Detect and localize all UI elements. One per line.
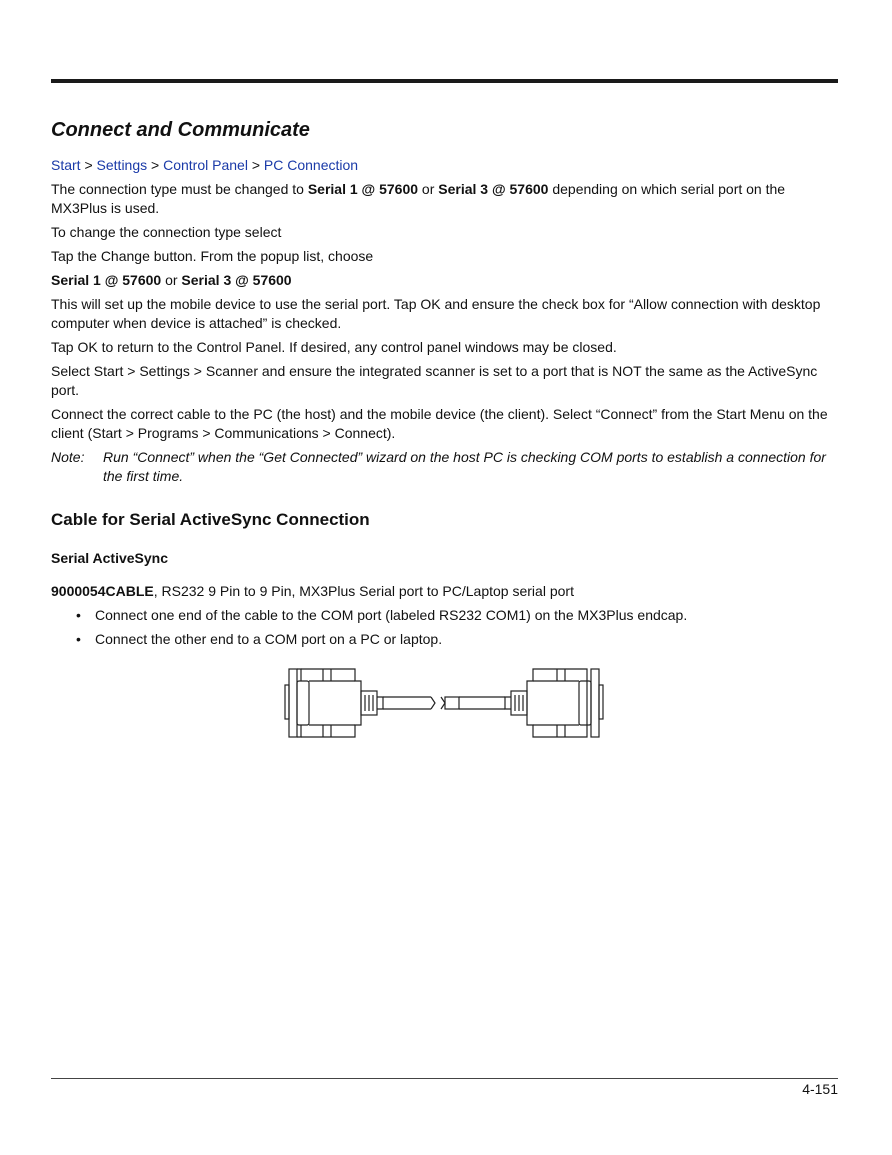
breadcrumb-link-settings[interactable]: Settings (96, 157, 148, 173)
list-item: • Connect the other end to a COM port on a PC or laptop. (51, 630, 836, 649)
breadcrumb-link-control-panel[interactable]: Control Panel (163, 157, 248, 173)
intro-serial3: Serial 3 @ 57600 (438, 181, 549, 197)
cable-section-heading: Cable for Serial ActiveSync Connection (51, 510, 370, 529)
page-content (51, 118, 836, 654)
scanner-paragraph: Select Start > Settings > Scanner and ensure the integrated scanner is set to a port that is NOT the same as the ActiveSync port. (51, 363, 818, 398)
setup-paragraph: This will set up the mobile device to use the serial port. Tap OK and ensure the check box for “Allow connection with desktop computer when device is attached” is checked. (51, 296, 821, 331)
breadcrumb (51, 156, 836, 175)
intro-serial1: Serial 1 @ 57600 (307, 181, 419, 197)
footer-rule (51, 1078, 838, 1079)
intro-or: or (418, 181, 439, 197)
change-type-paragraph: To change the connection type select (51, 224, 282, 240)
header-rule (51, 79, 838, 83)
note-label: Note: (51, 449, 85, 465)
note (51, 448, 836, 486)
choice-serial1: Serial 1 @ 57600 (51, 272, 162, 288)
breadcrumb-link-pc-connection[interactable]: PC Connection (263, 157, 359, 173)
cable-subheading: Serial ActiveSync (51, 550, 168, 566)
tap-ok-paragraph: Tap OK to return to the Control Panel. If desired, any control panel windows may be closed. (51, 339, 617, 355)
cable-instructions-list (51, 606, 836, 649)
breadcrumb-separator: > (147, 157, 164, 173)
list-item: • Connect one end of the cable to the COM port (labeled RS232 COM1) on the MX3Plus endcap. (51, 606, 836, 625)
breadcrumb-separator: > (80, 157, 97, 173)
tap-change-paragraph: Tap the Change button. From the popup list, choose (51, 248, 374, 264)
intro-paragraph (51, 180, 836, 218)
intro-text-end: depending on which serial port on the MX3Plus is used. (51, 181, 786, 216)
intro-text-start: The connection type must be changed to (51, 181, 308, 197)
left-db9-connector (285, 669, 383, 737)
page-number: 4-151 (802, 1081, 838, 1097)
breadcrumb-link-start[interactable]: Start (51, 157, 81, 173)
right-db9-connector (505, 669, 603, 737)
cable-description (51, 582, 836, 601)
choice-or: or (161, 272, 182, 288)
page-title: Connect and Communicate (51, 119, 310, 141)
connect-paragraph: Connect the correct cable to the PC (the host) and the mobile device (the client). Select “Connect” from the Start Menu on the client (Start > Programs > Communications > Connect). (51, 406, 828, 441)
breadcrumb-separator: > (247, 157, 264, 173)
cable-description-text: , RS232 9 Pin to 9 Pin, MX3Plus Serial port to PC/Laptop serial port (153, 583, 574, 599)
serial-cable-illustration (283, 665, 605, 741)
choice-serial3: Serial 3 @ 57600 (181, 272, 292, 288)
choice-paragraph (51, 271, 836, 290)
cable-part-number: 9000054CABLE (51, 583, 154, 599)
cable-line (383, 697, 505, 709)
note-text: Run “Connect” when the “Get Connected” wizard on the host PC is checking COM ports to establish a connection for the first time. (103, 449, 826, 484)
